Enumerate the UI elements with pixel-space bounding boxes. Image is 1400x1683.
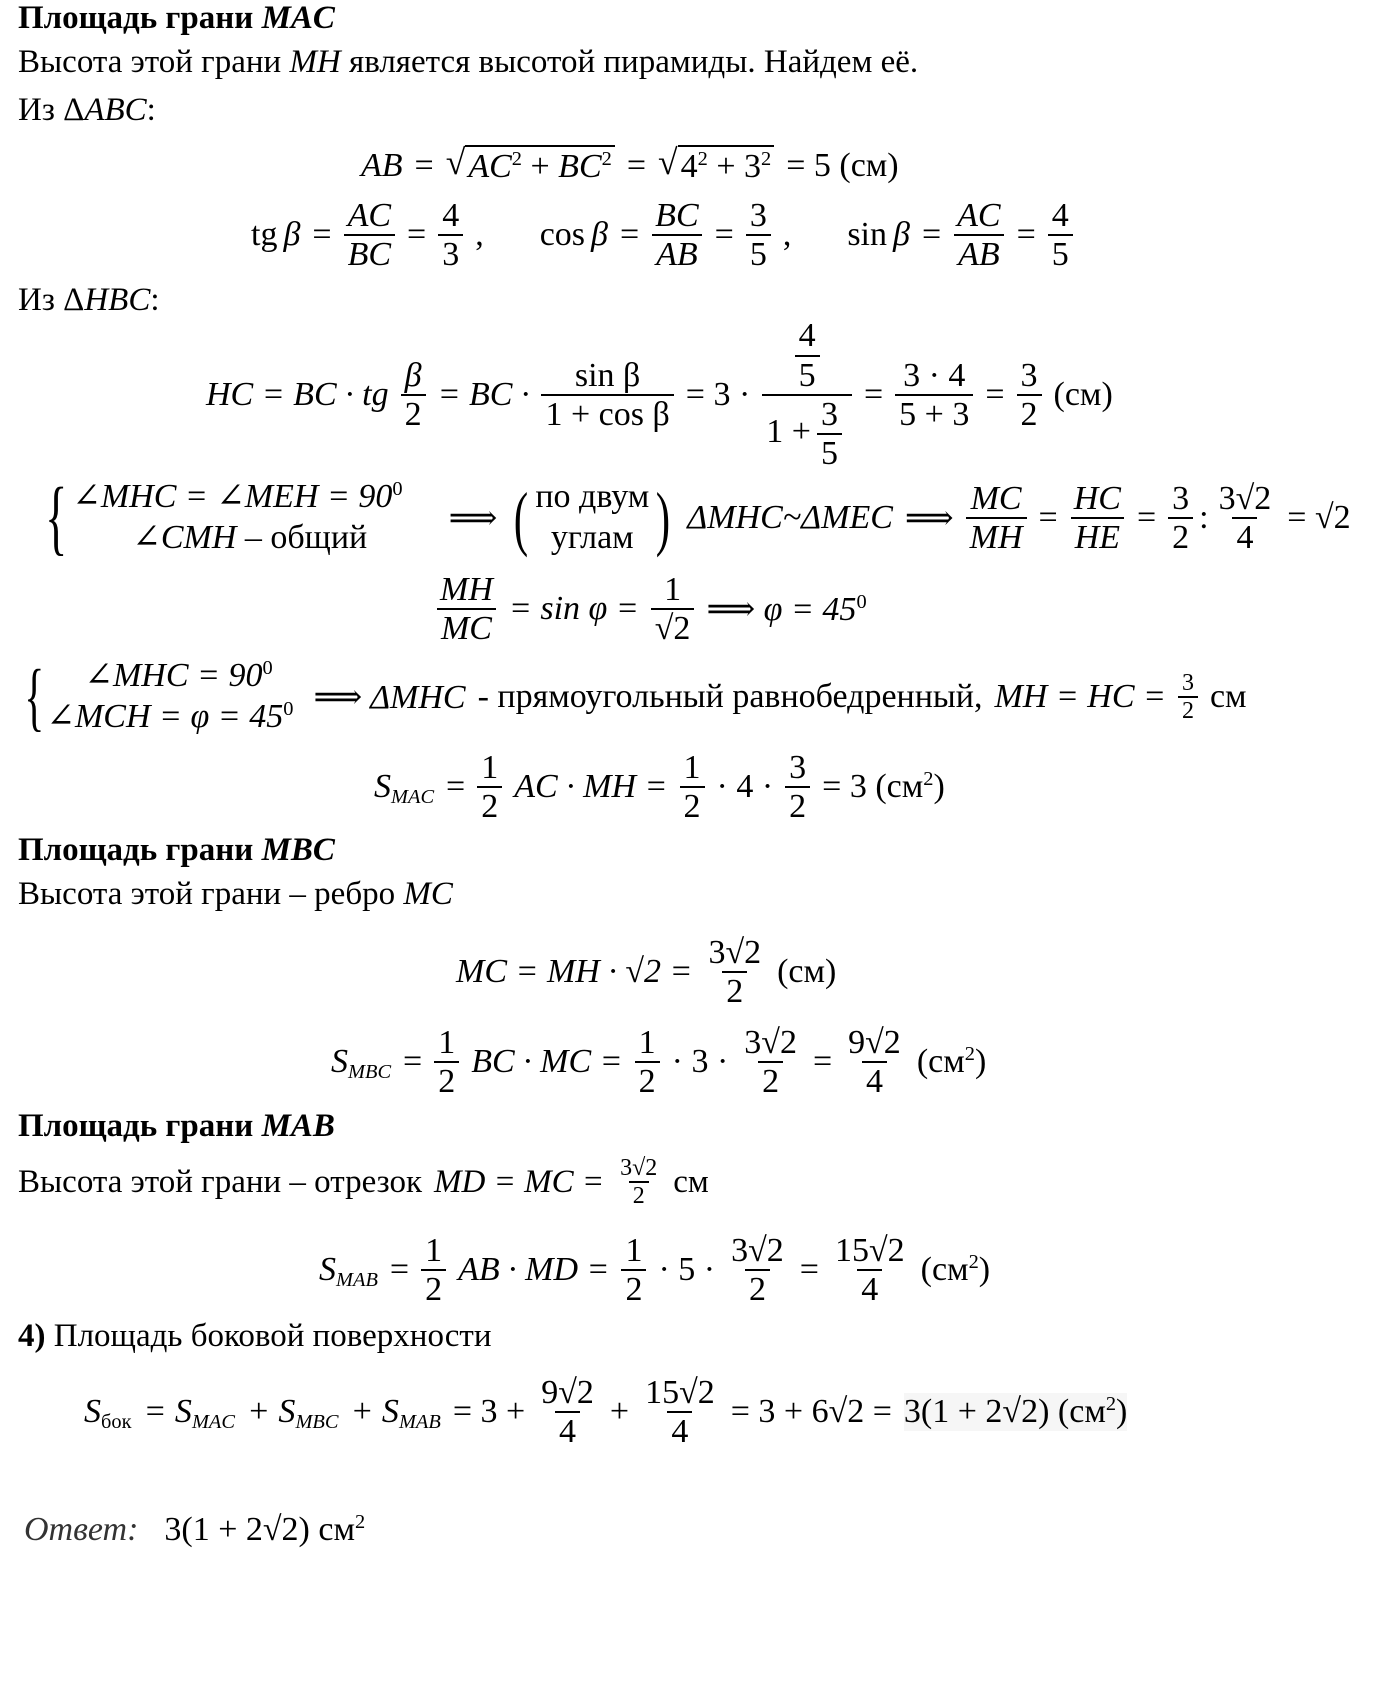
math-op: + <box>530 148 550 186</box>
math-unit: см <box>673 1163 709 1200</box>
math-var: β <box>591 216 608 253</box>
fraction: $\frac{1}{√2}$ <box>651 571 695 648</box>
compound-fraction: $\frac{4}{5}$ 1 + $\frac{3}{5}$ <box>762 317 852 473</box>
equation-s-lateral: $S_{бок}$ = $S_{MAC}$ + $S_{MBC}$ + $S_{MAB}$ = 3 + $\frac{9√2}{4}$ + $\frac{15√2}{4}$ = 3 + 6√2 = 3(1 + 2√2) $(см^2)$ <box>84 1373 1128 1450</box>
paragraph-segment-md <box>12 1150 715 1214</box>
radical <box>445 142 615 186</box>
fraction: $\frac{3√2}{2}$ <box>708 933 762 1010</box>
fraction: $\frac{9√2}{4}$ <box>848 1023 901 1100</box>
heading-text: Площадь грани <box>18 832 254 868</box>
math-term: 4 <box>680 148 698 186</box>
heading-face: MAC <box>261 0 335 36</box>
math-term: MD = MC = <box>434 1163 605 1200</box>
equation-ab <box>355 140 905 192</box>
fraction: $\frac{3}{2}$ <box>785 749 810 826</box>
math-term: · 4 · <box>716 768 774 805</box>
fraction: $\frac{3}{2}$ <box>1017 357 1042 434</box>
text: : <box>150 282 160 318</box>
brace-icon: { <box>45 471 68 564</box>
math-term: 3 <box>744 148 761 186</box>
paragraph-edge-mc <box>18 876 453 914</box>
fraction: $\frac{3√2}{4}$ <box>1218 479 1272 556</box>
sqrt-icon: √ <box>658 142 678 183</box>
sqrt-icon: √ <box>445 142 466 183</box>
math-op: = <box>414 147 434 184</box>
math-result: = 5 (см) <box>786 147 899 184</box>
text: Из Δ <box>18 92 85 128</box>
fraction: $\frac{\beta}{2}$ <box>401 357 426 434</box>
heading-mab <box>18 1108 335 1146</box>
math-fn: tg <box>251 216 278 253</box>
fraction: $\frac{1}{2}$ <box>434 1024 459 1101</box>
fraction: $\frac{15√2}{4}$ <box>834 1231 905 1308</box>
fraction: $\frac{MH}{MC}$ <box>436 571 497 648</box>
system-similarity: { ∠MHC = ∠MEH = $90^0$ ∠CMH – общий ⟹ ( по двум углам ) ΔMHC~ΔMEC ⟹ $\frac{MC}{MH}$ = $\frac{HC}{HE}$ = $\frac{3}{2}$ : $\frac{3√2}{4}$ = √2 <box>45 471 1351 564</box>
fraction: $\frac{3√2}{2}$ <box>620 1154 658 1209</box>
fraction: $\frac{15√2}{4}$ <box>645 1373 715 1450</box>
text: Высота этой грани <box>18 44 282 80</box>
paren-icon: ( <box>514 478 529 558</box>
heading-text: Площадь грани <box>18 0 254 36</box>
math-term: = 3 + 6√2 = <box>730 1393 892 1430</box>
fraction: $\frac{1}{2}$ <box>621 1232 646 1309</box>
fraction: $\frac{BC}{AB}$ <box>651 197 702 274</box>
radical <box>658 142 774 186</box>
math-term: = 3 · <box>685 376 751 413</box>
section-4-title <box>18 1318 492 1356</box>
implies-icon: ⟹ <box>904 500 954 537</box>
math-term: MC = MH · √2 = <box>456 953 693 990</box>
system-lines: ∠MHC = $90^0$ ∠MCH = $\varphi = 45^0$ <box>46 656 294 735</box>
math-term: BC <box>558 148 602 186</box>
fraction: $\frac{4}{5}$ <box>1048 197 1073 274</box>
text: является высотой пирамиды. Найдем её. <box>349 44 919 80</box>
math-sup: 2 <box>601 148 612 171</box>
paragraph-height-mh <box>18 44 918 82</box>
fraction: $\frac{4}{3}$ <box>438 197 463 274</box>
equation-hc: HC = BC · tg $\frac{\beta}{2}$ = BC · $\frac{\text{sin β}}{\text{1 + cos β}}$ = 3 · $\frac{4}{5}$ 1 + $\frac{3}{5}$ = $\frac{3 \cdot 4}{5 + 3}$ = $\frac{3}{2}$ (см) <box>206 317 1113 473</box>
equation-trig: tg β = $\frac{AC}{BC}$ = $\frac{4}{3}$ , cos β = $\frac{BC}{AB}$ = $\frac{3}{5}$ , sin β = $\frac{AC}{AB}$ = $\frac{4}{5}$ <box>245 195 1079 275</box>
math-term: AC <box>468 148 512 186</box>
fraction: $\frac{3√2}{2}$ <box>731 1231 784 1308</box>
math-term: · 3 · <box>671 1043 729 1080</box>
fraction: $\frac{3}{5}$ <box>746 197 771 274</box>
from-hbc <box>18 282 160 320</box>
text: Высота этой грани – ребро <box>18 876 396 912</box>
math-var: ABC <box>84 92 147 128</box>
fraction: $\frac{1}{2}$ <box>477 749 502 826</box>
math-term: AB <box>361 147 403 184</box>
heading-face: MAB <box>261 1108 335 1144</box>
math-sup: 2 <box>761 148 772 171</box>
highlighted-result: 3(1 + 2√2) $(см^2)$ <box>903 1392 1128 1430</box>
fraction: $\frac{MC}{MH}$ <box>966 480 1027 557</box>
heading-mac <box>18 0 335 38</box>
brace-icon: { <box>24 655 45 739</box>
answer-label: Ответ: <box>24 1511 139 1548</box>
fraction: $\frac{3}{2}$ <box>1168 480 1193 557</box>
heading-face: MBC <box>261 832 335 868</box>
math-var: MC <box>403 876 453 912</box>
fraction: $\frac{3 \cdot 4}{5 + 3}$ <box>895 357 973 434</box>
math-unit: см <box>1209 678 1247 715</box>
paren-icon: ) <box>656 478 671 558</box>
math-term: = BC · <box>437 376 530 413</box>
math-term: BC · MC = <box>471 1043 623 1080</box>
math-term: AC · MH = <box>514 768 668 805</box>
text: Площадь боковой поверхности <box>53 1318 492 1354</box>
fraction: $\frac{HC}{HE}$ <box>1070 480 1125 557</box>
math-unit: (см) <box>777 953 837 990</box>
system-lines: ∠MHC = ∠MEH = $90^0$ ∠CMH – общий <box>72 477 403 556</box>
math-term: = 3 + <box>452 1393 526 1430</box>
math-term: AB · MD = <box>458 1251 610 1288</box>
fraction: $\frac{3√2}{2}$ <box>744 1023 797 1100</box>
heading-text: Площадь грани <box>18 1108 254 1144</box>
fraction: $\frac{1}{2}$ <box>421 1232 446 1309</box>
math-term: · 5 · <box>658 1251 716 1288</box>
answer <box>18 1502 371 1558</box>
system-isosceles <box>10 655 1253 739</box>
implies-icon: ⟹ <box>448 500 498 537</box>
fraction: $\frac{9√2}{4}$ <box>541 1373 594 1450</box>
math-var: HBC <box>84 282 151 318</box>
math-term: HC = BC · tg <box>206 376 389 413</box>
text: : <box>146 92 156 128</box>
equation-s-mac: $S_{MAC}$ = $\frac{1}{2}$ AC · MH = $\frac{1}{2}$ · 4 · $\frac{3}{2}$ = 3 $(см^2)$ <box>374 748 945 825</box>
heading-mbc <box>18 832 335 870</box>
answer-value: 3(1 + 2√2) $см^2$ <box>164 1510 366 1548</box>
math-var: β <box>893 216 910 253</box>
math-result: = √2 <box>1287 499 1351 536</box>
fraction: $\frac{3}{2}$ <box>1178 670 1198 725</box>
math-op: + <box>716 148 736 186</box>
equation-mc <box>450 930 842 1014</box>
fraction: $\frac{AC}{BC}$ <box>344 197 395 274</box>
text: Из Δ <box>18 282 85 318</box>
fraction: $\frac{AC}{AB}$ <box>953 197 1004 274</box>
section-number: 4) <box>18 1318 46 1354</box>
fraction: $\frac{1}{2}$ <box>635 1024 660 1101</box>
math-op: = <box>626 147 647 184</box>
from-abc <box>18 92 156 130</box>
equation-phi: $\frac{MH}{MC}$ = sin φ = $\frac{1}{√2}$ ⟹ $\varphi = 45^0$ <box>430 565 873 653</box>
math-sup: 2 <box>511 148 522 171</box>
math-term: MH = HC = <box>994 678 1166 715</box>
math-sup: 2 <box>697 148 708 171</box>
math-fn: cos <box>539 216 586 253</box>
fraction: $\frac{1}{2}$ <box>680 749 705 826</box>
math-fn: sin <box>847 216 887 253</box>
math-term: ⟹ ΔMHC <box>313 679 466 716</box>
math-term: = sin φ = <box>508 590 639 627</box>
similarity: ΔMHC~ΔMEC <box>687 499 893 536</box>
text: Высота этой грани – отрезок <box>18 1163 422 1200</box>
math-unit: (см) <box>1053 376 1113 413</box>
equation-s-mbc: $S_{MBC}$ = $\frac{1}{2}$ BC · MC = $\frac{1}{2}$ · 3 · $\frac{3√2}{2}$ = $\frac{9√2}{4}$ $(см^2)$ <box>331 1023 987 1100</box>
equation-s-mab: $S_{MAB}$ = $\frac{1}{2}$ AB · MD = $\frac{1}{2}$ · 5 · $\frac{3√2}{2}$ = $\frac{15√2}{4}$ $(см^2)$ <box>319 1231 991 1308</box>
by-two-angles: по двум углам <box>535 478 650 556</box>
math-var: MH <box>289 44 341 80</box>
text: - прямоугольный равнобедренный, <box>477 678 983 715</box>
fraction: $\frac{\text{sin β}}{\text{1 + cos β}}$ <box>541 357 673 434</box>
math-var: β <box>283 216 301 253</box>
